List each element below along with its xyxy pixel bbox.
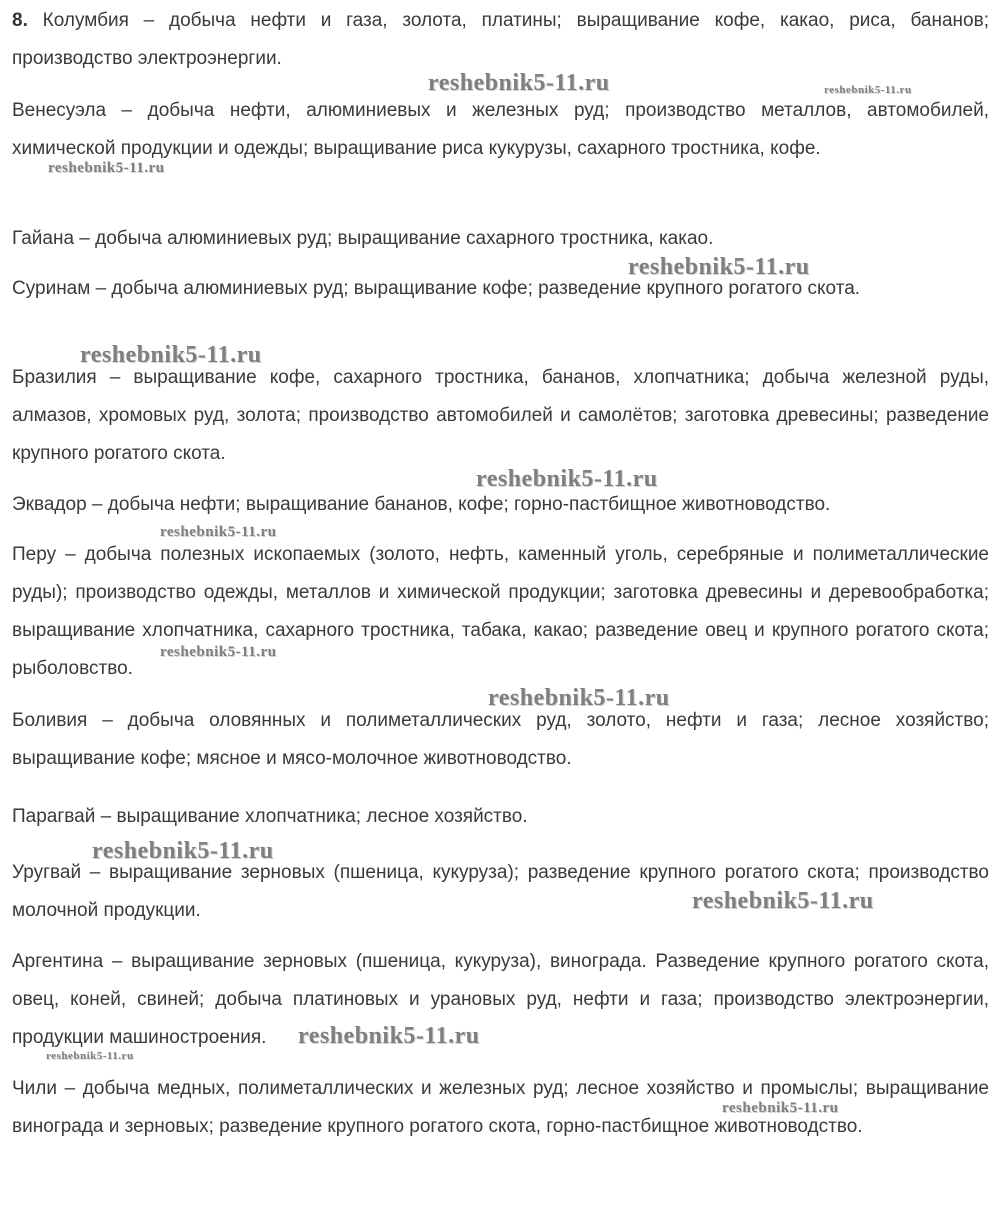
paragraph-bolivia	[12, 702, 989, 778]
paragraph-text: Колумбия – добыча нефти и газа, золота, платины; выращивание кофе, какао, риса, бананов; производство электроэнергии.	[12, 10, 989, 69]
watermark: reshebnik5-11.ru	[160, 524, 277, 540]
paragraph-text: Венесуэла – добыча нефти, алюминиевых и железных руд; производство металлов, автомобилей, химической продукции и одежды; выращивание риса кукурузы, сахарного тростника, кофе.	[12, 100, 989, 159]
paragraph-text: Парагвай – выращивание хлопчатника; лесное хозяйство.	[12, 806, 528, 827]
paragraph-text: Аргентина – выращивание зерновых (пшеница, кукуруза), винограда. Разведение крупного рогатого скота, овец, коней, свиней; добыча платиновых и урановых руд, нефти и газа; производство электроэнергии, продукции машиностроения.	[12, 951, 989, 1048]
paragraph-text: Эквадор – добыча нефти; выращивание бананов, кофе; горно-пастбищное животноводство.	[12, 494, 831, 515]
paragraph-suriname	[12, 270, 989, 308]
watermark: reshebnik5-11.ru	[46, 1050, 134, 1062]
paragraph-paraguay	[12, 798, 989, 836]
paragraph-text: Гайана – добыча алюминиевых руд; выращивание сахарного тростника, какао.	[12, 228, 714, 249]
paragraph-text: Бразилия – выращивание кофе, сахарного тростника, бананов, хлопчатника; добыча железной руды, алмазов, хромовых руд, золота; производство автомобилей и самолётов; заготовка древесины; разведение крупного рогатого скота.	[12, 367, 989, 464]
watermark: reshebnik5-11.ru	[80, 342, 262, 368]
paragraph-colombia	[12, 2, 989, 78]
paragraph-peru	[12, 536, 989, 688]
paragraph-text: Суринам – добыча алюминиевых руд; выращивание кофе; разведение крупного рогатого скота.	[12, 278, 861, 299]
watermark: reshebnik5-11.ru	[428, 70, 610, 96]
watermark: reshebnik5-11.ru	[48, 160, 165, 176]
task-number: 8.	[12, 10, 28, 31]
watermark: reshebnik5-11.ru	[92, 838, 274, 864]
watermark: reshebnik5-11.ru	[692, 888, 874, 914]
paragraph-text: Чили – добыча медных, полиметаллических и железных руд; лесное хозяйство и промыслы; выращивание винограда и зерновых; разведение крупного рогатого скота, горно-пастбищное животноводство.	[12, 1078, 989, 1137]
paragraph-brazil	[12, 359, 989, 473]
watermark: reshebnik5-11.ru	[824, 84, 912, 96]
paragraph-text: Перу – добыча полезных ископаемых (золото, нефть, каменный уголь, серебряные и полиметаллические руды); производство одежды, металлов и химической продукции; заготовка древесины и деревообработка; выращивание хлопчатника, сахарного тростника, табака, какао; разведение овец и крупного рогатого скота; рыболовство.	[12, 544, 989, 679]
paragraph-text: Боливия – добыча оловянных и полиметаллических руд, золото, нефти и газа; лесное хозяйство; выращивание кофе; мясное и мясо-молочное животноводство.	[12, 710, 989, 769]
watermark: reshebnik5-11.ru	[488, 685, 670, 711]
watermark: reshebnik5-11.ru	[722, 1100, 839, 1116]
paragraph-chile	[12, 1070, 989, 1146]
paragraph-argentina	[12, 943, 989, 1057]
paragraph-guyana	[12, 220, 989, 258]
paragraph-text: Уругвай – выращивание зерновых (пшеница, кукуруза); разведение крупного рогатого скота; производство молочной продукции.	[12, 862, 989, 921]
watermark: reshebnik5-11.ru	[160, 644, 277, 660]
watermark: reshebnik5-11.ru	[628, 254, 810, 280]
watermark: reshebnik5-11.ru	[298, 1023, 480, 1049]
watermark: reshebnik5-11.ru	[476, 466, 658, 492]
paragraph-venezuela	[12, 92, 989, 168]
